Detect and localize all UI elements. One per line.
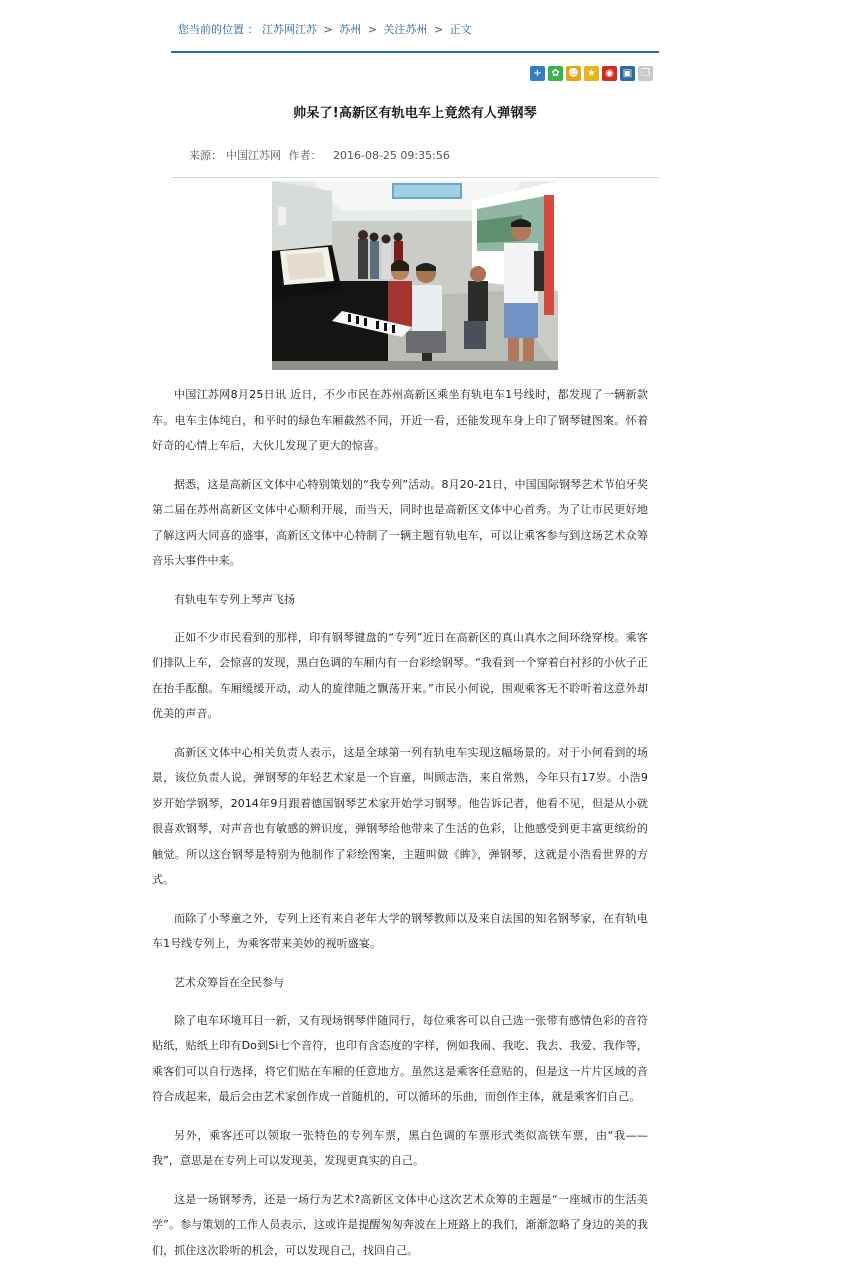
- share-toolbar: [530, 66, 653, 82]
- tram-piano-photo: [272, 181, 558, 370]
- wechat-icon[interactable]: ✿: [548, 66, 563, 81]
- breadcrumb-divider: [171, 51, 659, 53]
- article-paragraph: 中国江苏网8月25日讯 近日，不少市民在苏州高新区乘坐有轨电车1号线时，都发现了一辆新款车。电车主体纯白，和平时的绿色车厢截然不同，开近一看，还能发现车身上印了钢琴键图案。怀着好奇的心情上车后，大伙儿发现了更大的惊喜。: [152, 388, 648, 452]
- breadcrumb-item-current[interactable]: 正文: [449, 23, 472, 36]
- breadcrumb-item-jiangsu[interactable]: 江苏网江苏: [262, 23, 317, 36]
- breadcrumb-item-focus-suzhou[interactable]: 关注苏州: [383, 23, 428, 36]
- publish-datetime: 2016-08-25 09:35:56: [333, 149, 450, 162]
- author-label: 作者：: [288, 149, 322, 162]
- section-subheading: 艺术众筹旨在全民参与: [174, 975, 284, 989]
- breadcrumb-separator: >: [323, 23, 333, 36]
- breadcrumb-label: 您当前的位置 ：: [178, 23, 259, 36]
- article-photo: [272, 181, 558, 370]
- breadcrumb: [178, 22, 658, 38]
- source-name: 中国江苏网: [226, 149, 281, 162]
- breadcrumb-item-suzhou[interactable]: 苏州: [339, 23, 362, 36]
- source-label: 来源：: [189, 149, 222, 162]
- article-title: 帅呆了!高新区有轨电车上竟然有人弹钢琴: [293, 106, 537, 121]
- article-body: [152, 382, 648, 1276]
- breadcrumb-separator: >: [367, 23, 377, 36]
- weibo-icon[interactable]: ◉: [602, 66, 617, 81]
- article-meta: [189, 148, 454, 164]
- copy-icon[interactable]: ❐: [638, 66, 653, 81]
- article-paragraph: 而除了小琴童之外，专列上还有来自老年大学的钢琴教师以及来自法国的知名钢琴家，在有轨电车1号线专列上，为乘客带来美妙的视听盛宴。: [152, 911, 648, 950]
- tencent-weibo-icon[interactable]: ▣: [620, 66, 635, 81]
- section-subheading: 有轨电车专列上琴声飞扬: [174, 592, 295, 606]
- plus-share-icon[interactable]: +: [530, 66, 545, 81]
- qzone-icon[interactable]: ☻: [566, 66, 581, 81]
- article-paragraph: 正如不少市民看到的那样，印有钢琴键盘的“专列”近日在高新区的真山真水之间环绕穿梭。乘客们排队上车，会惊喜的发现，黑白色调的车厢内有一台彩绘钢琴。“我看到一个穿着白衬衫的小伙子正在抬手酝酿。车厢缓缓开动，动人的旋律随之飘荡开来。”市民小何说，围观乘客无不聆听着这意外却优美的声音。: [152, 630, 648, 720]
- meta-divider: [171, 177, 659, 178]
- article-paragraph: 高新区文体中心相关负责人表示，这是全球第一列有轨电车实现这幅场景的。对于小何看到的场景，该位负责人说，弹钢琴的年轻艺术家是一个盲童，叫顾志浩，来自常熟，今年只有17岁。小浩9岁开始学钢琴，2014年9月跟着德国钢琴艺术家开始学习钢琴。他告诉记者，他看不见，但是从小就很喜欢钢琴，对声音也有敏感的辨识度，弹钢琴给他带来了生活的色彩，让他感受到更丰富更缤纷的触觉。所以这台钢琴是特别为他制作了彩绘图案，主题叫做《眸》，弹钢琴，这就是小浩看世界的方式。: [152, 745, 648, 886]
- star-favorite-icon[interactable]: ★: [584, 66, 599, 81]
- breadcrumb-separator: >: [433, 23, 444, 36]
- article-paragraph: 这是一场钢琴秀，还是一场行为艺术?高新区文体中心这次艺术众筹的主题是“一座城市的生活美学”。参与策划的工作人员表示，这或许是提醒匆匆奔波在上班路上的我们，渐渐忽略了身边的美的我们，抓住这次聆听的机会，可以发现自己，找回自己。: [152, 1192, 648, 1257]
- article-paragraph: 除了电车环境耳目一新，又有现场钢琴伴随同行，每位乘客可以自己选一张带有感情色彩的音符贴纸，贴纸上印有Do到Si七个音符，也印有含态度的字样，例如我闹、我吃、我去、我爱、我作等，乘客们可以自行选择，将它们贴在车厢的任意地方。虽然这是乘客任意贴的，但是这一片片区域的音符合成起来，最后会由艺术家创作成一首随机的，可以循环的乐曲，而创作主体，就是乘客们自己。: [152, 1013, 648, 1103]
- article-paragraph: 另外，乘客还可以领取一张特色的专列车票，黑白色调的车票形式类似高铁车票，由“我——我”，意思是在专列上可以发现美，发现更真实的自己。: [152, 1128, 648, 1167]
- article-paragraph: 据悉，这是高新区文体中心特别策划的“我专列”活动。8月20-21日，中国国际钢琴艺术节伯牙奖第二届在苏州高新区文体中心顺利开展，而当天，同时也是高新区文体中心首秀。为了让市民更好地了解这两大同喜的盛事，高新区文体中心特制了一辆主题有轨电车，可以让乘客参与到这场艺术众筹音乐大事件中来。: [152, 477, 648, 567]
